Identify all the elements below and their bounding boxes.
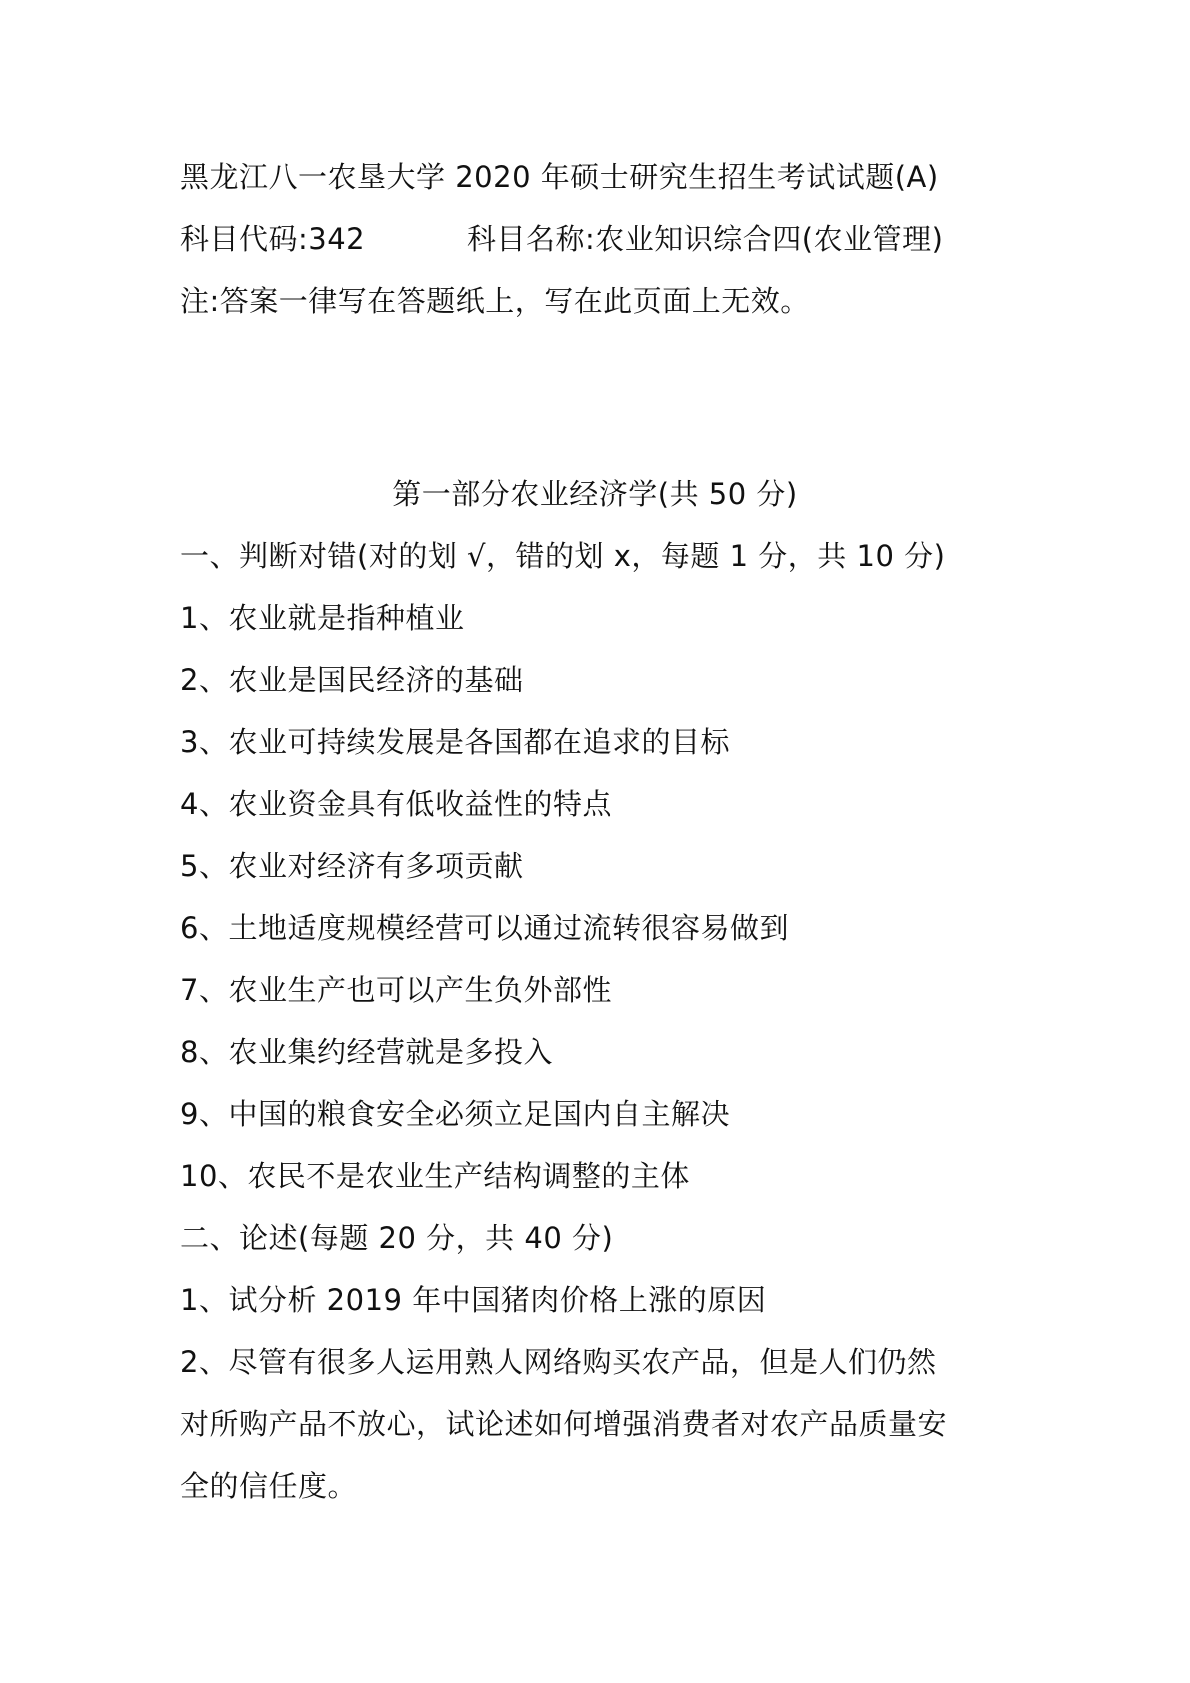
- subject-code: 科目代码:342: [180, 222, 366, 256]
- judgment-item-10: 10、农民不是农业生产结构调整的主体: [180, 1159, 690, 1193]
- essay-question-2-line-1: 2、尽管有很多人运用熟人网络购买农产品，但是人们仍然: [180, 1345, 937, 1379]
- exam-note: 注:答案一律写在答题纸上，写在此页面上无效。: [180, 284, 810, 318]
- judgment-item-2: 2、农业是国民经济的基础: [180, 663, 524, 697]
- part-one-title: 第一部分农业经济学(共 50 分): [392, 477, 798, 511]
- judgment-item-3: 3、农业可持续发展是各国都在追求的目标: [180, 725, 730, 759]
- essay-question-1: 1、试分析 2019 年中国猪肉价格上涨的原因: [180, 1283, 767, 1317]
- essay-question-2-line-3: 全的信任度。: [180, 1469, 358, 1503]
- judgment-item-4: 4、农业资金具有低收益性的特点: [180, 787, 612, 821]
- judgment-item-8: 8、农业集约经营就是多投入: [180, 1035, 553, 1069]
- judgment-item-7: 7、农业生产也可以产生负外部性: [180, 973, 612, 1007]
- subject-info-row: [180, 219, 943, 259]
- judgment-item-6: 6、土地适度规模经营可以通过流转很容易做到: [180, 911, 789, 945]
- essay-question-2-line-2: 对所购产品不放心，试论述如何增强消费者对农产品质量安: [180, 1407, 948, 1441]
- section-one-heading: 一、判断对错(对的划 √，错的划 x，每题 1 分，共 10 分): [180, 539, 946, 573]
- judgment-item-5: 5、农业对经济有多项贡献: [180, 849, 524, 883]
- judgment-item-9: 9、中国的粮食安全必须立足国内自主解决: [180, 1097, 730, 1131]
- section-two-heading: 二、论述(每题 20 分，共 40 分): [180, 1221, 614, 1255]
- judgment-item-1: 1、农业就是指种植业: [180, 601, 465, 635]
- exam-title: 黑龙江八一农垦大学 2020 年硕士研究生招生考试试题(A): [180, 160, 939, 194]
- subject-name: 科目名称:农业知识综合四(农业管理): [467, 222, 944, 256]
